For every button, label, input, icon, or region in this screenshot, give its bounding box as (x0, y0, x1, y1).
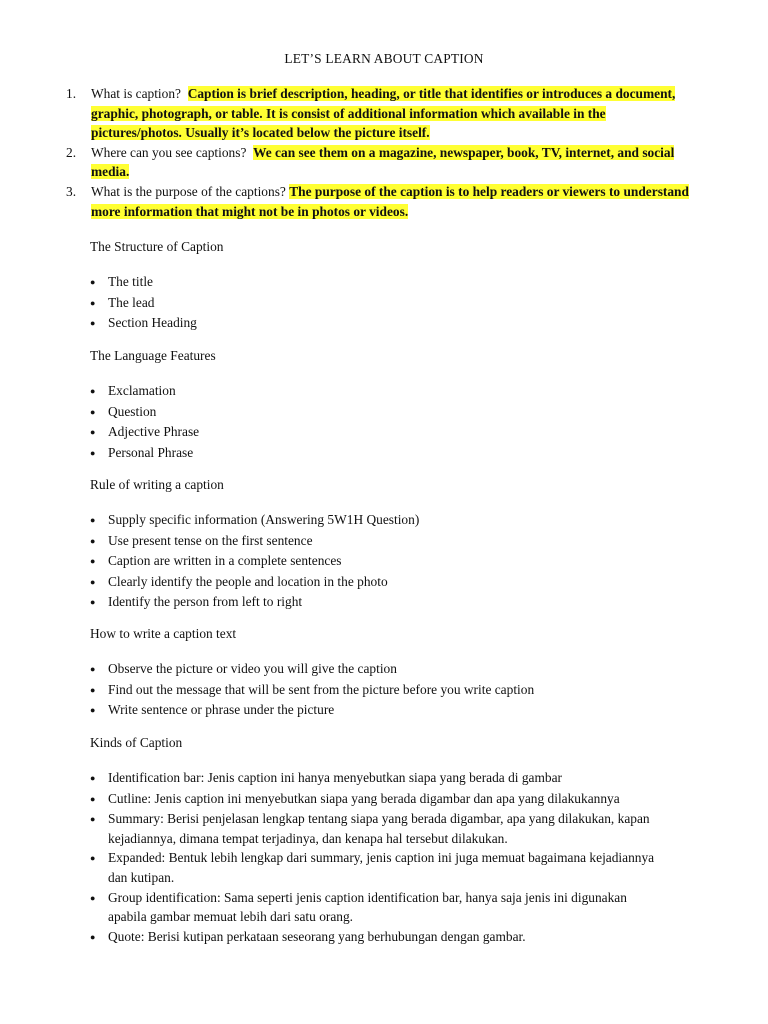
bullet-icon: ● (90, 597, 96, 608)
list-item-text: Find out the message that will be sent from the picture before you write caption (108, 681, 535, 697)
list-item-text: Exclamation (108, 383, 176, 399)
section-title: How to write a caption text (90, 626, 237, 641)
question-item (66, 143, 696, 182)
list-item-text: Identification bar: Jenis caption ini hanya menyebutkan siapa yang berada di gambar (108, 770, 563, 786)
list-item-text: Write sentence or phrase under the picture (108, 702, 335, 718)
question-prompt: What is caption? (91, 86, 181, 101)
bullet-list (90, 510, 650, 613)
list-item-text: Question (108, 403, 157, 419)
list-item (90, 551, 650, 572)
section-structure (90, 237, 650, 334)
question-number: 1. (66, 86, 77, 101)
list-item (90, 510, 650, 531)
section-title: Kinds of Caption (90, 735, 183, 750)
list-item (90, 402, 650, 423)
list-item (90, 659, 650, 680)
list-item (90, 422, 650, 443)
list-item-text: Expanded: Bentuk lebih lengkap dari summary, jenis caption ini juga memuat bagaimana kejadiannya dan kutipan. (108, 850, 655, 886)
list-item (90, 680, 650, 701)
list-item (90, 531, 650, 552)
bullet-icon: ● (90, 447, 96, 458)
list-item-text: Personal Phrase (108, 444, 194, 460)
question-number: 3. (66, 183, 77, 199)
bullet-icon: ● (90, 406, 96, 417)
bullet-list (90, 272, 650, 334)
list-item (90, 700, 650, 721)
bullet-icon: ● (90, 535, 96, 546)
bullet-icon: ● (90, 773, 96, 784)
bullet-list (90, 768, 660, 947)
question-text (91, 84, 696, 143)
list-item (90, 927, 660, 948)
page-title: LET’S LEARN ABOUT CAPTION (284, 51, 484, 66)
list-item (90, 443, 650, 464)
list-item-text: The title (108, 274, 153, 290)
section-title: The Structure of Caption (90, 239, 224, 254)
bullet-icon: ● (90, 427, 96, 438)
list-item-text: Caption are written in a complete sentences (108, 553, 342, 569)
section-rules (90, 475, 650, 613)
bullet-icon: ● (90, 277, 96, 288)
list-item-text: Use present tense on the first sentence (108, 532, 313, 548)
list-item-text: Supply specific information (Answering 5W1H Question) (108, 512, 420, 528)
bullet-icon: ● (90, 853, 96, 864)
bullet-icon: ● (90, 386, 96, 397)
bullet-list (90, 381, 650, 463)
list-item-text: Quote: Berisi kutipan perkataan seseorang yang berhubungan dengan gambar. (108, 928, 526, 944)
list-item-text: Cutline: Jenis caption ini menyebutkan siapa yang berada digambar dan apa yang dilakukannya (108, 790, 620, 806)
bullet-icon: ● (90, 892, 96, 903)
question-list (66, 84, 696, 221)
list-item-text: Summary: Berisi penjelasan lengkap tentang siapa yang berada digambar, apa yang dilakukan, kapan kejadiannya, dimana tempat terjadinya, dan kenapa hal tersebut dilakukan. (108, 811, 650, 846)
list-item (90, 809, 660, 848)
question-text (91, 143, 696, 182)
list-item-text: Adjective Phrase (108, 424, 200, 440)
list-item (90, 848, 660, 887)
list-item (90, 272, 650, 293)
list-item-text: Group identification: Sama seperti jenis caption identification bar, hanya saja jenis ini digunakan apabila gambar memuat lebih dari satu orang. (108, 889, 627, 925)
list-item (90, 572, 650, 593)
bullet-list (90, 659, 650, 721)
bullet-icon: ● (90, 556, 96, 567)
section-title: Rule of writing a caption (90, 477, 224, 492)
list-item (90, 789, 660, 810)
list-item-text: Observe the picture or video you will give the caption (108, 661, 397, 677)
bullet-icon: ● (90, 684, 96, 695)
question-text (91, 182, 696, 221)
bullet-icon: ● (90, 814, 96, 825)
list-item (90, 381, 650, 402)
bullet-icon: ● (90, 576, 96, 587)
section-title: The Language Features (90, 348, 216, 363)
list-item-text: The lead (108, 294, 155, 310)
list-item-text: Section Heading (108, 315, 197, 331)
list-item-text: Identify the person from left to right (108, 594, 303, 610)
bullet-icon: ● (90, 793, 96, 804)
list-item (90, 888, 660, 927)
list-item (90, 768, 660, 789)
question-number: 2. (66, 144, 77, 160)
bullet-icon: ● (90, 297, 96, 308)
highlighted-answer: We can see them on a magazine, newspaper, book, TV, internet, and social media. (91, 144, 675, 180)
section-how-to-write (90, 624, 650, 721)
bullet-icon: ● (90, 664, 96, 675)
bullet-icon: ● (90, 515, 96, 526)
list-item-text: Clearly identify the people and location in the photo (108, 573, 388, 589)
list-item (90, 313, 650, 334)
highlighted-answer: Caption is brief description, heading, or title that identifies or introduces a document, graphic, photograph, or table. It is consist of additional information which available in the pictures/photos. Usually it’s located below the picture itself. (91, 86, 676, 141)
section-language-features (90, 346, 650, 463)
bullet-icon: ● (90, 705, 96, 716)
bullet-icon: ● (90, 318, 96, 329)
question-item (66, 84, 696, 143)
list-item (90, 592, 650, 613)
question-item (66, 182, 696, 221)
highlighted-answer: The purpose of the caption is to help readers or viewers to understand more information that might not be in photos or videos. (91, 183, 689, 219)
section-kinds (90, 733, 660, 947)
bullet-icon: ● (90, 931, 96, 942)
list-item (90, 293, 650, 314)
question-prompt: Where can you see captions? (91, 144, 247, 160)
question-prompt: What is the purpose of the captions? (91, 183, 286, 199)
